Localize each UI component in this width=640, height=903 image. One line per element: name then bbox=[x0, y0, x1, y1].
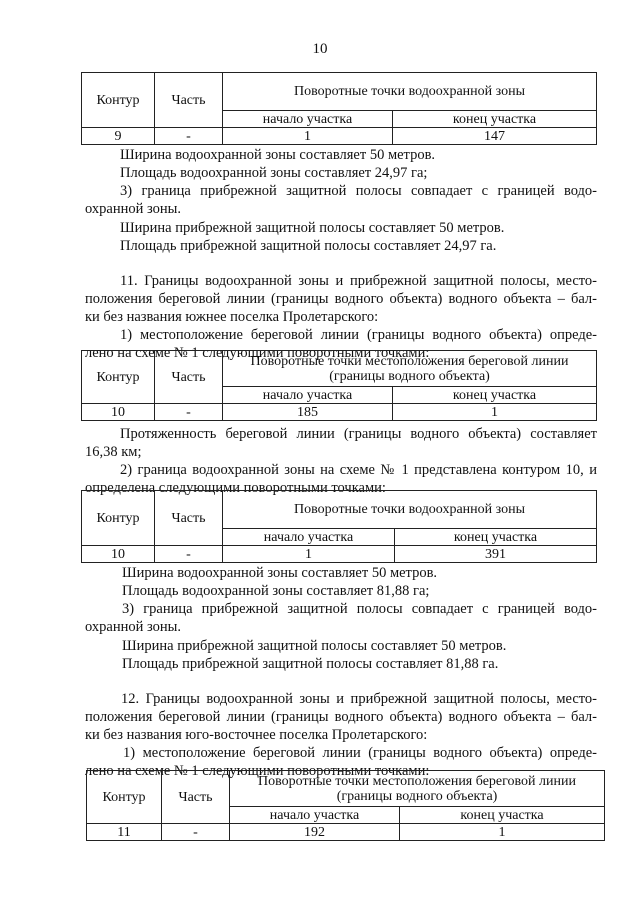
table-row bbox=[87, 824, 605, 841]
cell-start: 192 bbox=[230, 824, 400, 841]
cell-end: 1 bbox=[400, 824, 605, 841]
strip-width-text: Ширина прибрежной защитной полосы составляет 50 метров. bbox=[120, 220, 505, 236]
section12-item1-b: лено на схеме № 1 следующими поворотными точками: bbox=[85, 763, 430, 779]
page-number: 10 bbox=[312, 41, 328, 57]
header-group-line-a: Поворотные точки местоположения береговой линии bbox=[250, 353, 569, 369]
header-start: начало участка bbox=[223, 387, 393, 404]
section11-item1-b: лено на схеме № 1 следующими поворотными точками: bbox=[85, 345, 430, 361]
header-kontur: Контур bbox=[87, 771, 162, 824]
strip-area-text: Площадь прибрежной защитной полосы составляет 81,88 га. bbox=[122, 656, 499, 672]
section11-item2-b: определена следующими поворотными точками: bbox=[85, 480, 386, 496]
item3-line-b: охранной зоны. bbox=[85, 201, 181, 217]
header-chast: Часть bbox=[155, 351, 223, 404]
header-group: Поворотные точки водоохранной зоны bbox=[223, 73, 597, 111]
shore-points-table-10 bbox=[81, 350, 597, 421]
strip-width-text: Ширина прибрежной защитной полосы составляет 50 метров. bbox=[122, 638, 507, 654]
zone-points-table-9 bbox=[81, 72, 597, 145]
section12-intro-a: 12. Границы водоохранной зоны и прибрежной защитной полосы, место- bbox=[121, 691, 597, 707]
header-end: конец участка bbox=[393, 387, 597, 404]
cell-kontur: 11 bbox=[87, 824, 162, 841]
header-end: конец участка bbox=[400, 807, 605, 824]
cell-end: 1 bbox=[393, 404, 597, 421]
cell-kontur: 10 bbox=[82, 546, 155, 563]
shore-points-table-11 bbox=[86, 770, 605, 841]
header-group bbox=[230, 771, 605, 807]
header-group-line-b: (границы водного объекта) bbox=[336, 788, 498, 804]
cell-chast: - bbox=[155, 404, 223, 421]
section11-intro-b: положения береговой линии (границы водного объекта) водного объекта – бал- bbox=[85, 291, 597, 307]
cell-end: 391 bbox=[395, 546, 597, 563]
item3-line-a: 3) граница прибрежной защитной полосы совпадает с границей водо- bbox=[120, 183, 597, 199]
header-end: конец участка bbox=[393, 111, 597, 128]
table-row bbox=[82, 404, 597, 421]
header-kontur: Контур bbox=[82, 491, 155, 546]
header-group-line-a: Поворотные точки местоположения береговой линии bbox=[258, 773, 576, 789]
section11-item2-a: 2) граница водоохранной зоны на схеме № 1 представлена контуром 10, и bbox=[120, 462, 597, 478]
section12-intro-c: ки без названия юго-восточнее поселка Пролетарского: bbox=[85, 727, 428, 743]
cell-kontur: 9 bbox=[82, 128, 155, 145]
header-chast: Часть bbox=[155, 491, 223, 546]
header-group: Поворотные точки водоохранной зоны bbox=[223, 491, 597, 529]
zone-width-text: Ширина водоохранной зоны составляет 50 метров. bbox=[122, 565, 438, 581]
table-row bbox=[82, 128, 597, 145]
header-start: начало участка bbox=[223, 111, 393, 128]
header-chast: Часть bbox=[155, 73, 223, 128]
header-group bbox=[223, 351, 597, 387]
header-start: начало участка bbox=[230, 807, 400, 824]
strip-area-text: Площадь прибрежной защитной полосы составляет 24,97 га. bbox=[120, 238, 497, 254]
shore-length-b: 16,38 км; bbox=[85, 444, 142, 460]
header-group-line-b: (границы водного объекта) bbox=[329, 368, 490, 384]
cell-kontur: 10 bbox=[82, 404, 155, 421]
header-end: конец участка bbox=[395, 529, 597, 546]
section11-item1-a: 1) местоположение береговой линии (границы водного объекта) опреде- bbox=[120, 327, 597, 343]
zone-area-text: Площадь водоохранной зоны составляет 24,97 га; bbox=[120, 165, 428, 181]
cell-start: 1 bbox=[223, 546, 395, 563]
table-row bbox=[82, 546, 597, 563]
cell-chast: - bbox=[155, 128, 223, 145]
header-chast: Часть bbox=[162, 771, 230, 824]
cell-chast: - bbox=[155, 546, 223, 563]
zone-width-text: Ширина водоохранной зоны составляет 50 метров. bbox=[120, 147, 436, 163]
cell-start: 185 bbox=[223, 404, 393, 421]
header-kontur: Контур bbox=[82, 73, 155, 128]
shore-length-a: Протяженность береговой линии (границы водного объекта) составляет bbox=[120, 426, 597, 442]
section12-item1-a: 1) местоположение береговой линии (границы водного объекта) опреде- bbox=[123, 745, 597, 761]
section11-intro-c: ки без названия южнее поселка Пролетарского: bbox=[85, 309, 379, 325]
header-start: начало участка bbox=[223, 529, 395, 546]
cell-end: 147 bbox=[393, 128, 597, 145]
cell-chast: - bbox=[162, 824, 230, 841]
section11-intro-a: 11. Границы водоохранной зоны и прибрежной защитной полосы, место- bbox=[120, 273, 597, 289]
zone-points-table-10 bbox=[81, 490, 597, 563]
zone-area-text: Площадь водоохранной зоны составляет 81,88 га; bbox=[122, 583, 430, 599]
item3-line-b: охранной зоны. bbox=[85, 619, 181, 635]
item3-line-a: 3) граница прибрежной защитной полосы совпадает с границей водо- bbox=[122, 601, 597, 617]
section12-intro-b: положения береговой линии (границы водного объекта) водного объекта – бал- bbox=[85, 709, 597, 725]
cell-start: 1 bbox=[223, 128, 393, 145]
header-kontur: Контур bbox=[82, 351, 155, 404]
